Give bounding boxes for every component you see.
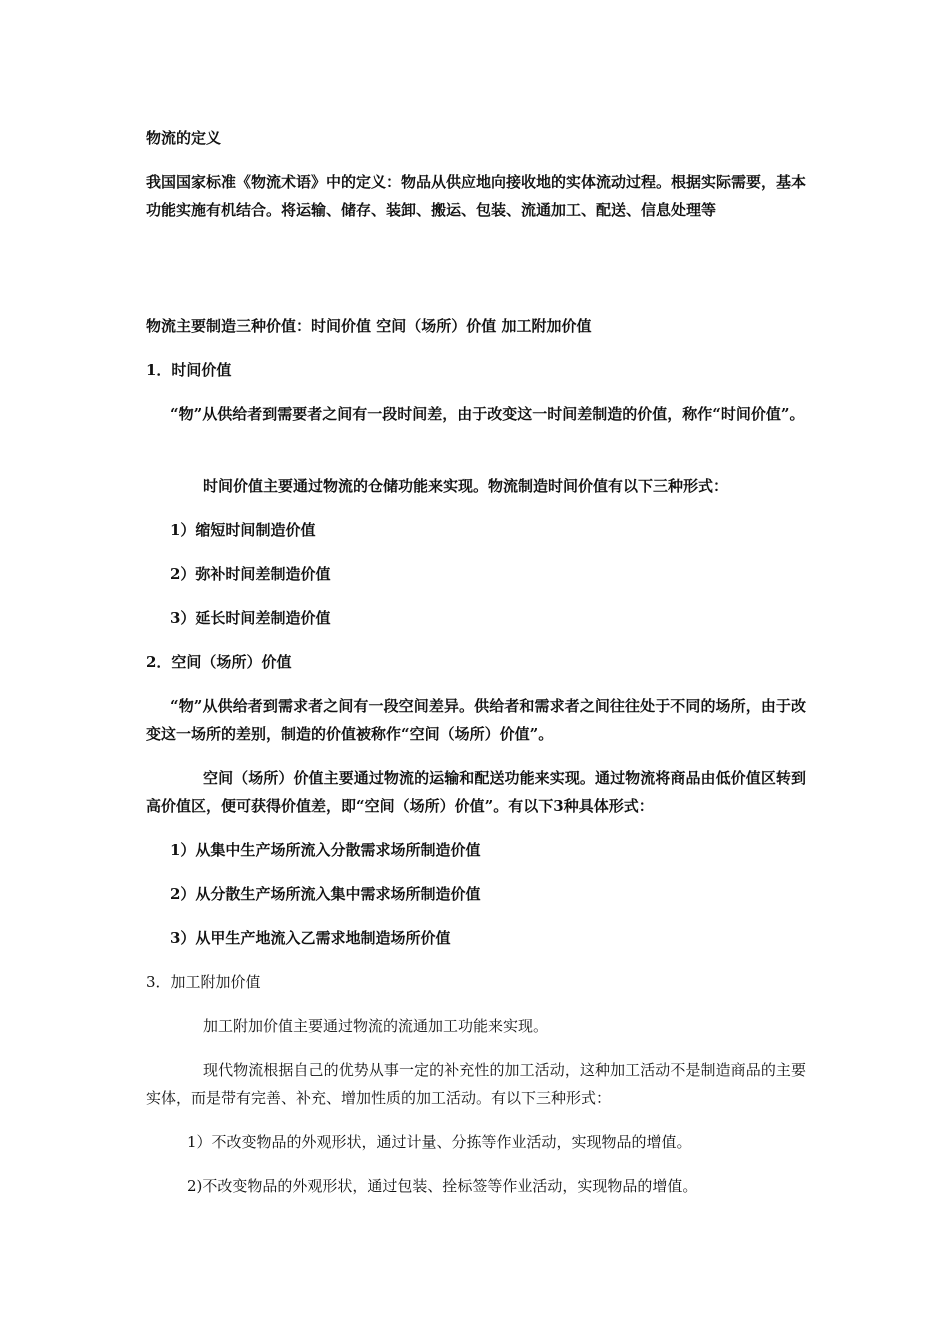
section-space-heading: 2．空间（场所）价值 [146, 653, 292, 671]
section-processing-heading: 3．加工附加价值 [146, 973, 261, 991]
section-space-item: 1）从集中生产场所流入分散需求场所制造价值 [170, 841, 481, 859]
section-space-para1: “物”从供给者到需求者之间有一段空间差异。供给者和需求者之间往往处于不同的场所，由于改变这一场所的差别，制造的价值被称作“空间（场所）价值”。 [146, 697, 806, 743]
section-time-heading: 1．时间价值 [146, 361, 232, 379]
section-time-para2: 时间价值主要通过物流的仓储功能来实现。物流制造时间价值有以下三种形式： [203, 477, 729, 495]
heading-definition: 物流的定义 [146, 129, 222, 147]
values-intro: 物流主要制造三种价值：时间价值 空间（场所）价值 加工附加价值 [146, 317, 592, 335]
section-time-item: 2）弥补时间差制造价值 [170, 565, 331, 583]
section-space-item: 2）从分散生产场所流入集中需求场所制造价值 [170, 885, 481, 903]
section-processing-item: 2)不改变物品的外观形状，通过包装、拴标签等作业活动，实现物品的增值。 [187, 1177, 698, 1195]
section-time-para1: “物”从供给者到需要者之间有一段时间差，由于改变这一时间差制造的价值，称作“时间价值”。 [170, 405, 805, 423]
definition-paragraph: 我国国家标准《物流术语》中的定义：物品从供应地向接收地的实体流动过程。根据实际需要，基本功能实施有机结合。将运输、储存、装卸、搬运、包装、流通加工、配送、信息处理等 [146, 173, 807, 219]
section-processing-para2: 现代物流根据自己的优势从事一定的补充性的加工活动，这种加工活动不是制造商品的主要实体，而是带有完善、补充、增加性质的加工活动。有以下三种形式： [146, 1061, 806, 1107]
section-processing-item: 1）不改变物品的外观形状，通过计量、分拣等作业活动，实现物品的增值。 [187, 1133, 692, 1151]
section-processing-para1: 加工附加价值主要通过物流的流通加工功能来实现。 [203, 1017, 549, 1035]
section-space-item: 3）从甲生产地流入乙需求地制造场所价值 [170, 929, 451, 947]
section-space-para2: 空间（场所）价值主要通过物流的运输和配送功能来实现。通过物流将商品由低价值区转到高价值区，便可获得价值差，即“空间（场所）价值”。有以下3种具体形式： [146, 769, 806, 815]
section-time-item: 1）缩短时间制造价值 [170, 521, 316, 539]
section-time-item: 3）延长时间差制造价值 [170, 609, 331, 627]
